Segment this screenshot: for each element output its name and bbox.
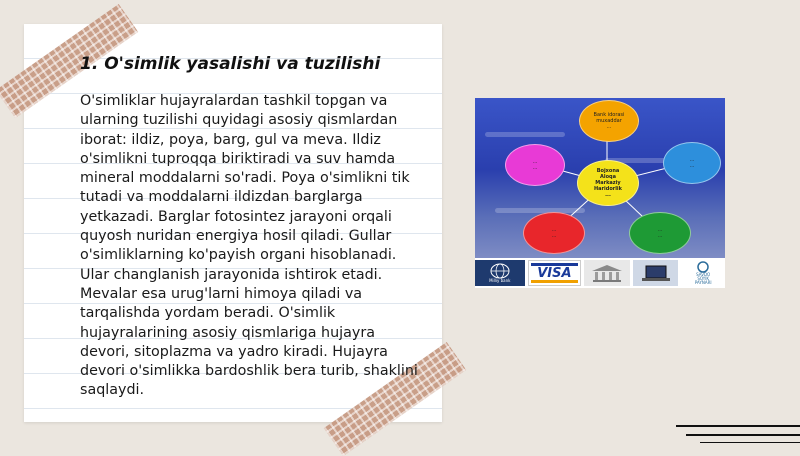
- decor-line: [686, 434, 800, 436]
- bank-building-icon: [584, 260, 630, 286]
- decor-line: [700, 442, 800, 443]
- logo-strip: [475, 260, 725, 288]
- diagram-node-bottom-left: ... ...: [523, 212, 585, 254]
- diagram-node-left: ... ...: [505, 144, 565, 186]
- ring-logo-icon: SAVDO SOYIK PAYNARI: [681, 260, 725, 286]
- slide-body-text: O'simliklar hujayralardan tashkil topgan va ularning tuzilishi quyidagi asosiy qismlardan iborat: ildiz, poya, barg, gul va meva. Ildiz o'simlikni tuproqqa biriktiradi va suv hamda mineral moddalarni so'radi. Poya o'simlikni tik tutadi va moddalarni ildizdan barglarga yetkazadi. Barglar fotosintez jarayoni orqali quyosh nuridan energiya hosil qiladi. Gullar o'simliklarning ko'payish organi hisoblanadi. Ular changlanish jarayonida ishtirok etadi. Mevalar esa urug'larni himoya qiladi va tarqalishda yordam beradi. O'simlik hujayralarining asosiy qismlariga hujayra devori, sitoplazma va yadro kiradi. Hujayra devori o'simlikka bardoshlik bera turib, shaklini saqlaydi.: [80, 93, 418, 399]
- diagram-node-right: ... ...: [663, 142, 721, 184]
- slide-title: 1. O'simlik yasalishi va tuzilishi: [80, 54, 381, 74]
- globe-icon: [489, 263, 511, 279]
- bank-diagram-image: [475, 98, 725, 288]
- diagram-node-top: Bank idorasi muxaddar ...: [579, 100, 639, 142]
- laptop-icon: [633, 260, 679, 286]
- diagram-background: [475, 98, 725, 258]
- decor-line: [676, 425, 800, 427]
- diagram-node-center: Bojxona Aloqa Markaziy Haridorlik ...: [577, 160, 639, 206]
- globe-logo-icon: Milliy bank: [475, 260, 525, 286]
- diagram-node-bottom-right: ... ...: [629, 212, 691, 254]
- visa-logo-icon: VISA: [528, 260, 582, 286]
